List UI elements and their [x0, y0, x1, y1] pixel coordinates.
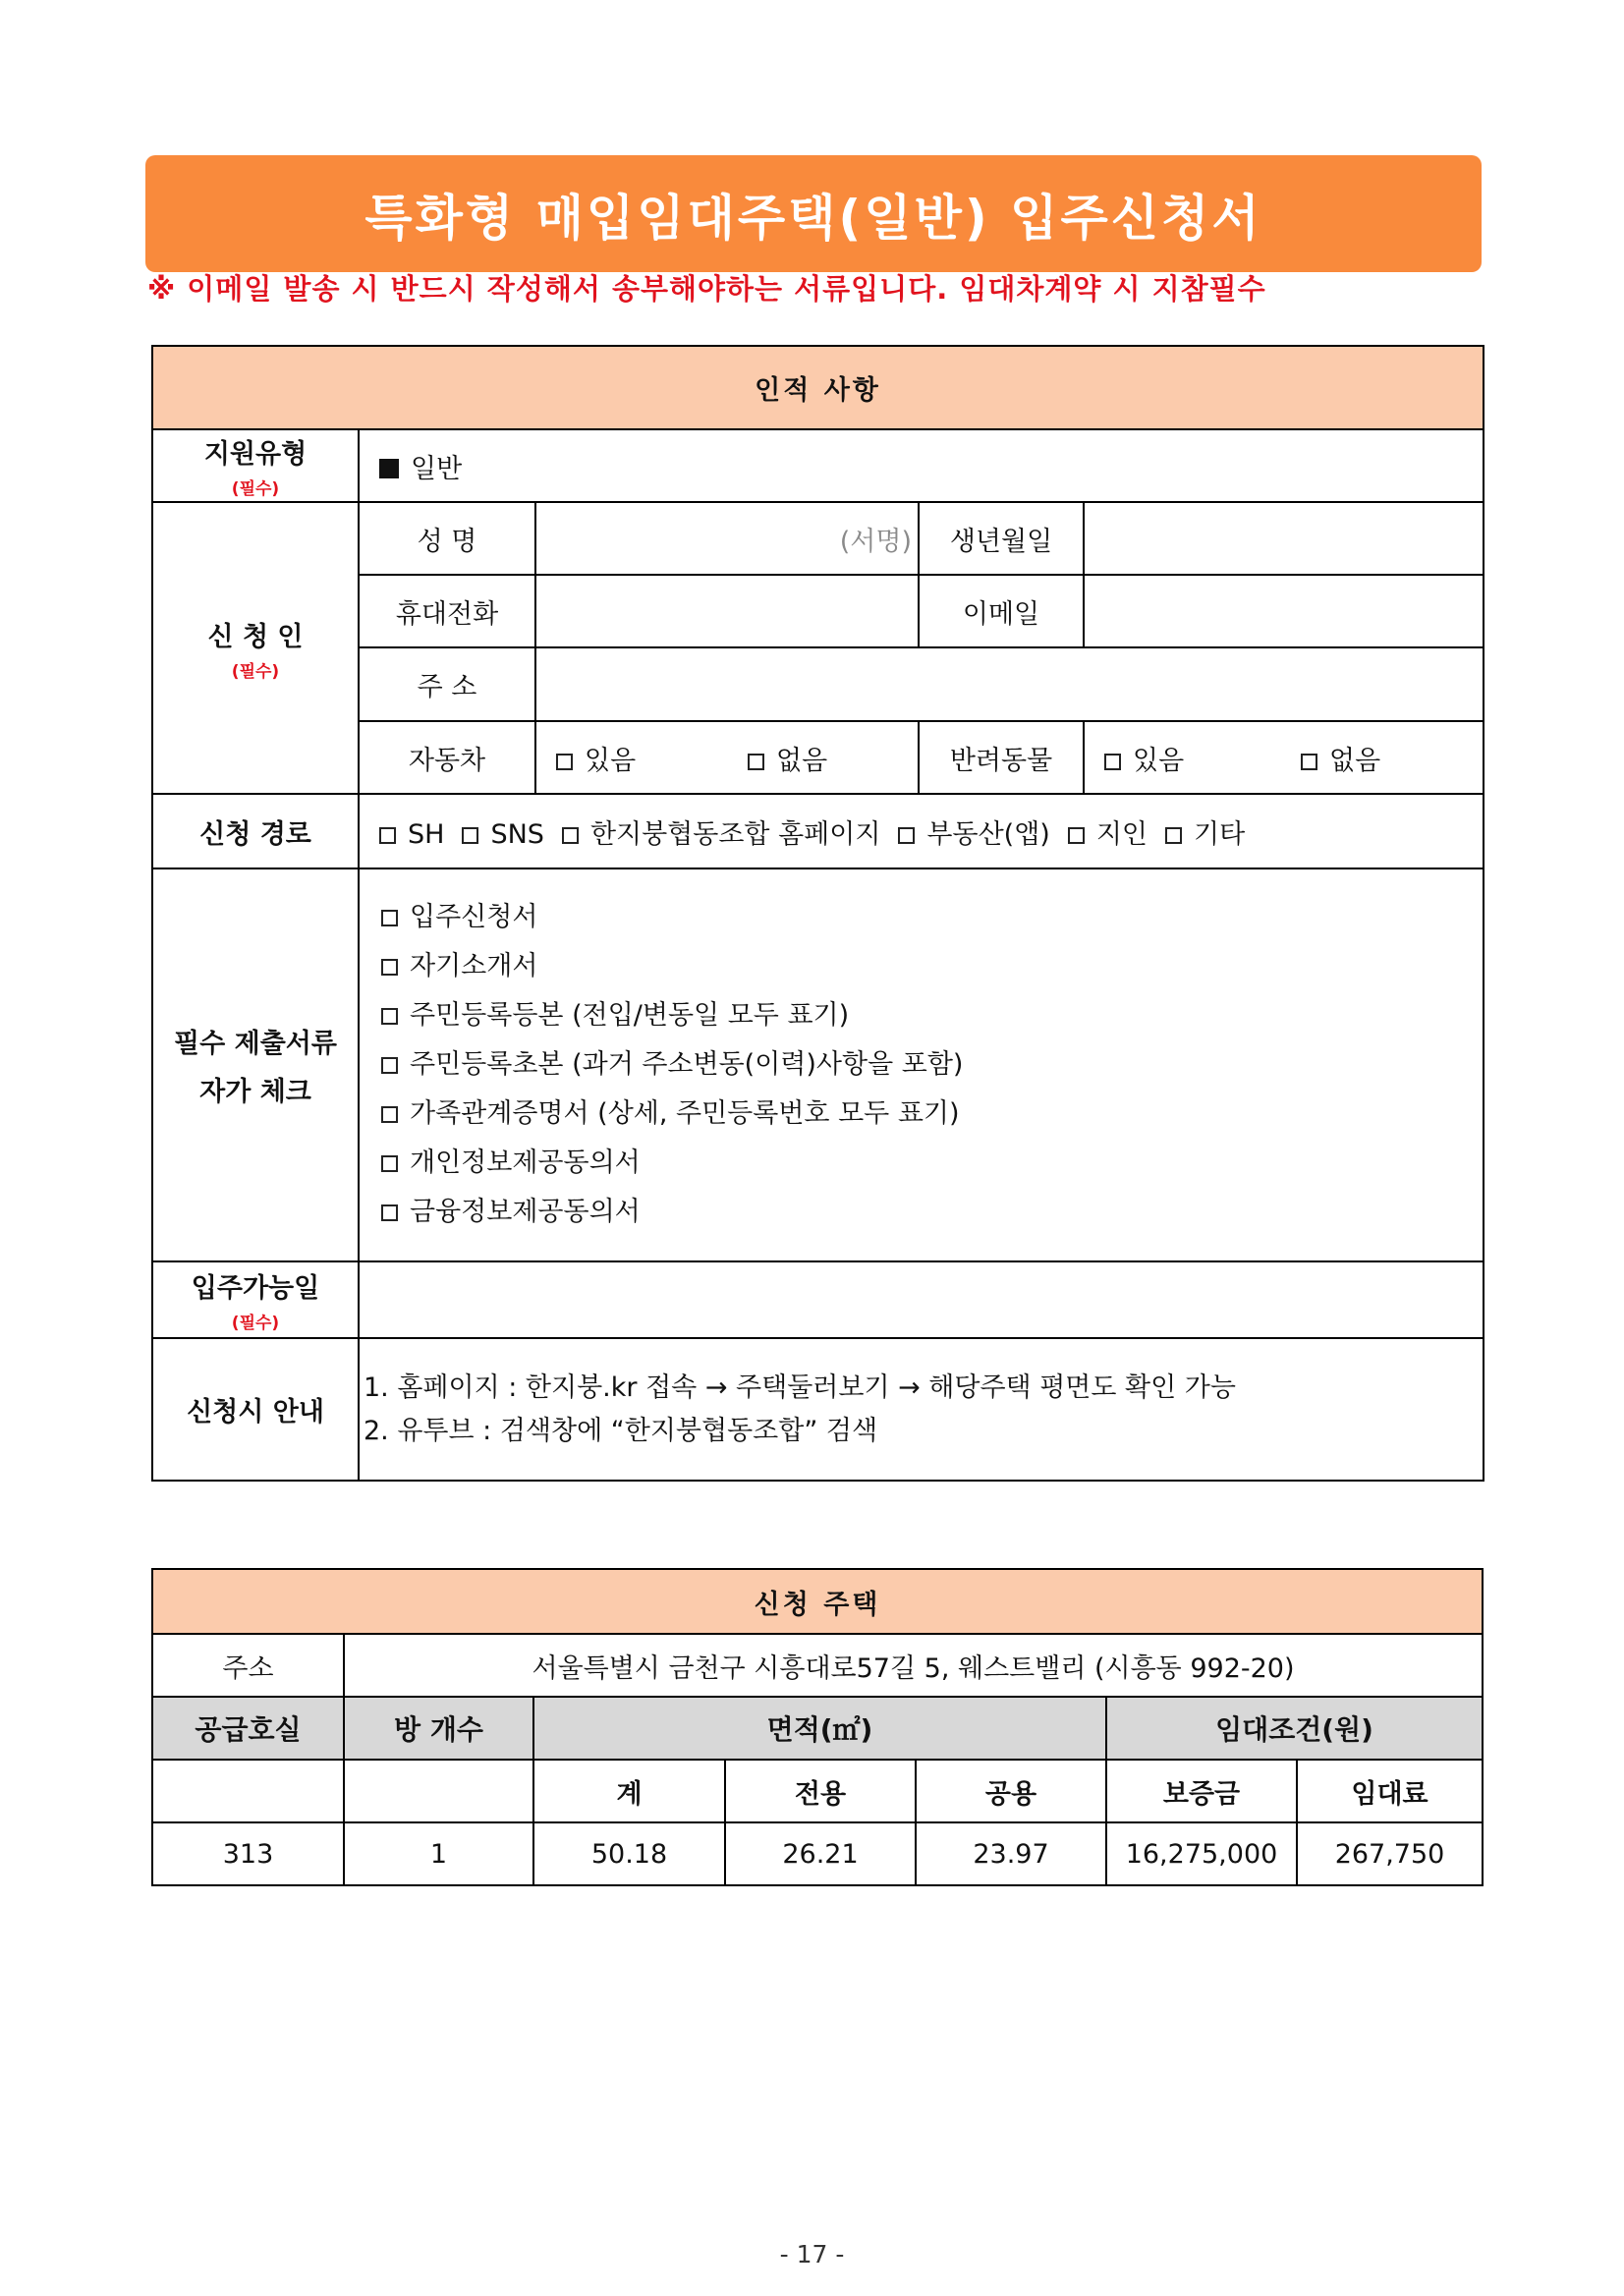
route-option-sh[interactable]: SH [379, 819, 444, 850]
email-label: 이메일 [919, 575, 1084, 647]
pet-label: 반려동물 [919, 721, 1084, 794]
checkbox-icon [381, 1106, 398, 1123]
filled-checkbox-icon [379, 459, 399, 478]
address-label: 주 소 [359, 647, 535, 721]
required-mark: (필수) [231, 1314, 280, 1333]
checkbox-icon [381, 1057, 398, 1074]
document-item[interactable]: 주민등록초본 (과거 주소변동(이력)사항을 포함) [381, 1040, 1483, 1090]
move-in-label: 입주가능일 (필수) [152, 1261, 359, 1338]
support-type-label: 지원유형 (필수) [152, 429, 359, 502]
document-item[interactable]: 입주신청서 [381, 893, 1483, 942]
checkbox-icon [556, 754, 573, 770]
area-exclusive-value: 26.21 [725, 1822, 916, 1885]
required-mark: (필수) [231, 479, 280, 499]
applicant-label: 신 청 인 (필수) [152, 502, 359, 794]
area-common-value: 23.97 [916, 1822, 1106, 1885]
sub-col-common: 공용 [916, 1760, 1106, 1822]
checkbox-icon [898, 827, 915, 844]
guide-line: 1. 홈페이지 : 한지붕.kr 접속 → 주택둘러보기 → 해당주택 평면도 확인 가능 [364, 1372, 1236, 1403]
route-option-other[interactable]: 기타 [1165, 812, 1245, 851]
route-options [359, 794, 1484, 868]
checkbox-icon [381, 910, 398, 926]
pet-options [1084, 721, 1484, 794]
area-total-value: 50.18 [533, 1822, 725, 1885]
move-in-field[interactable] [359, 1261, 1484, 1338]
form-title: 특화형 매입임대주택(일반) 입주신청서 [145, 155, 1482, 272]
sub-col-exclusive: 전용 [725, 1760, 916, 1822]
col-unit: 공급호실 [152, 1697, 344, 1760]
car-label: 자동차 [359, 721, 535, 794]
document-item[interactable]: 주민등록등본 (전입/변동일 모두 표기) [381, 991, 1483, 1040]
col-area: 면적(㎡) [533, 1697, 1106, 1760]
signature-hint: (서명) [839, 526, 912, 557]
page-number: - 17 - [779, 2240, 845, 2268]
checkbox-icon [381, 1155, 398, 1172]
col-terms: 임대조건(원) [1106, 1697, 1483, 1760]
route-option-realestate[interactable]: 부동산(앱) [898, 812, 1049, 851]
documents-checklist [359, 868, 1484, 1261]
car-options [535, 721, 919, 794]
checkbox-icon [1068, 827, 1085, 844]
document-item[interactable]: 금융정보제공동의서 [381, 1188, 1483, 1237]
address-field[interactable] [535, 647, 1484, 721]
route-label: 신청 경로 [152, 794, 359, 868]
rooms-value: 1 [344, 1822, 533, 1885]
housing-header: 신청 주택 [152, 1569, 1483, 1634]
name-label: 성 명 [359, 502, 535, 575]
sub-col-total: 계 [533, 1760, 725, 1822]
route-option-homepage[interactable]: 한지붕협동조합 홈페이지 [562, 812, 880, 851]
guide-label: 신청시 안내 [152, 1338, 359, 1481]
deposit-value: 16,275,000 [1106, 1822, 1297, 1885]
rent-value: 267,750 [1297, 1822, 1483, 1885]
documents-label: 필수 제출서류 자가 체크 [152, 868, 359, 1261]
checkbox-icon [379, 827, 396, 844]
name-field[interactable] [535, 502, 919, 575]
notice-text: ※ 이메일 발송 시 반드시 작성해서 송부해야하는 서류입니다. 임대차계약 시 지참필수 [147, 272, 1266, 306]
personal-info-header: 인적 사항 [152, 346, 1484, 429]
route-option-sns[interactable]: SNS [462, 819, 543, 850]
personal-info-table [151, 345, 1484, 1482]
pet-no-option[interactable]: 없음 [1301, 739, 1380, 777]
checkbox-icon [1165, 827, 1182, 844]
blank-cell [344, 1760, 533, 1822]
email-field[interactable] [1084, 575, 1484, 647]
support-type-value[interactable]: 일반 [359, 429, 1484, 502]
checkbox-icon [381, 959, 398, 976]
checkbox-icon [748, 754, 764, 770]
document-item[interactable]: 가족관계증명서 (상세, 주민등록번호 모두 표기) [381, 1090, 1483, 1139]
phone-field[interactable] [535, 575, 919, 647]
document-item[interactable]: 자기소개서 [381, 942, 1483, 991]
sub-col-deposit: 보증금 [1106, 1760, 1297, 1822]
pet-yes-option[interactable]: 있음 [1104, 739, 1301, 777]
sub-col-rent: 임대료 [1297, 1760, 1483, 1822]
housing-address: 서울특별시 금천구 시흥대로57길 5, 웨스트밸리 (시흥동 992-20) [344, 1634, 1483, 1697]
blank-cell [152, 1760, 344, 1822]
housing-table [151, 1568, 1484, 1886]
car-no-option[interactable]: 없음 [748, 739, 827, 777]
document-item[interactable]: 개인정보제공동의서 [381, 1139, 1483, 1188]
col-rooms: 방 개수 [344, 1697, 533, 1760]
checkbox-icon [381, 1204, 398, 1221]
route-option-acquaintance[interactable]: 지인 [1068, 812, 1148, 851]
unit-value: 313 [152, 1822, 344, 1885]
car-yes-option[interactable]: 있음 [556, 739, 748, 777]
housing-address-label: 주소 [152, 1634, 344, 1697]
guide-text [359, 1338, 1484, 1481]
checkbox-icon [462, 827, 478, 844]
checkbox-icon [1301, 754, 1317, 770]
checkbox-icon [381, 1008, 398, 1025]
checkbox-icon [1104, 754, 1121, 770]
birth-field[interactable] [1084, 502, 1484, 575]
phone-label: 휴대전화 [359, 575, 535, 647]
birth-label: 생년월일 [919, 502, 1084, 575]
checkbox-icon [562, 827, 579, 844]
required-mark: (필수) [231, 661, 280, 682]
table-row [152, 1822, 1483, 1885]
guide-line: 2. 유투브 : 검색창에 “한지붕협동조합” 검색 [364, 1415, 878, 1446]
